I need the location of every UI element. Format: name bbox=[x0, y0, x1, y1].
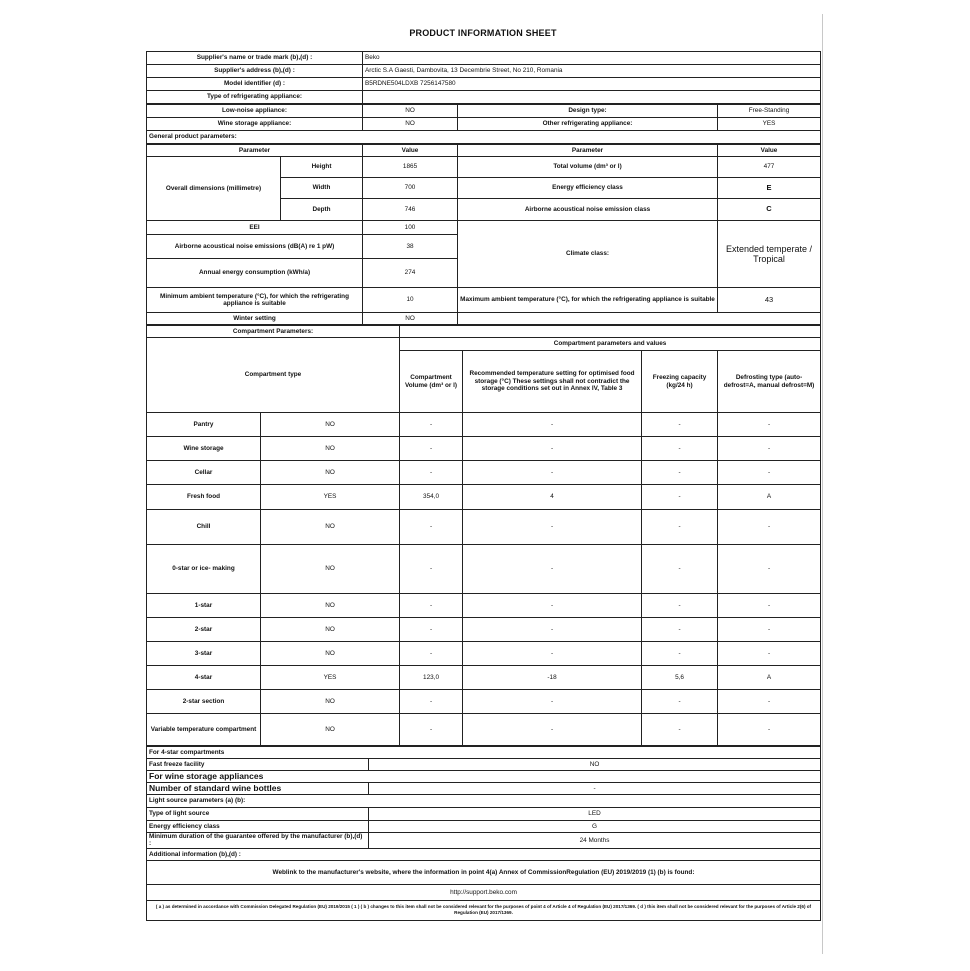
overall-dimensions-label: Overall dimensions (millimetre) bbox=[147, 157, 281, 221]
energy-class-label: Energy efficiency class bbox=[458, 178, 718, 199]
noise-class-value: C bbox=[718, 199, 821, 221]
compartment-freezing: - bbox=[642, 690, 718, 714]
compartment-defrost: - bbox=[718, 413, 821, 437]
compartment-defrost: A bbox=[718, 666, 821, 690]
model-identifier-label: Model identifier (d) : bbox=[147, 78, 363, 91]
light-class-label: Energy efficiency class bbox=[147, 821, 369, 833]
compartment-name: Chill bbox=[147, 510, 261, 545]
other-appliance-label: Other refrigerating appliance: bbox=[458, 118, 718, 131]
compartment-volume: 123,0 bbox=[400, 666, 463, 690]
compartment-row bbox=[147, 618, 821, 642]
compartment-present: NO bbox=[261, 714, 400, 746]
compartment-temperature: - bbox=[463, 437, 642, 461]
max-temperature-label: Maximum ambient temperature (°C), for which the refrigerating appliance is suitable bbox=[458, 288, 718, 313]
low-noise-label: Low-noise appliance: bbox=[147, 105, 363, 118]
winter-setting-blank bbox=[458, 313, 821, 325]
compartment-name: 2-star section bbox=[147, 690, 261, 714]
compartment-name: Cellar bbox=[147, 461, 261, 485]
wine-storage-label: Wine storage appliance: bbox=[147, 118, 363, 131]
noise-emissions-label: Airborne acoustical noise emissions (dB(A) re 1 pW) bbox=[147, 235, 363, 259]
compartment-volume: - bbox=[400, 437, 463, 461]
compartment-defrost: - bbox=[718, 437, 821, 461]
compartment-temperature: - bbox=[463, 642, 642, 666]
compartment-defrost: - bbox=[718, 510, 821, 545]
light-type-value: LED bbox=[369, 808, 821, 821]
appliance-type-value bbox=[363, 91, 821, 104]
compartment-freezing: - bbox=[642, 437, 718, 461]
supplier-table bbox=[146, 51, 821, 104]
general-parameters-table bbox=[146, 144, 821, 325]
wine-bottles-value: - bbox=[369, 783, 821, 795]
eei-value: 100 bbox=[363, 221, 458, 235]
compartment-row bbox=[147, 714, 821, 746]
compartment-present: NO bbox=[261, 594, 400, 618]
winter-setting-label: Winter setting bbox=[147, 313, 363, 325]
appliance-type-label: Type of refrigerating appliance: bbox=[147, 91, 363, 104]
design-type-value: Free-Standing bbox=[718, 105, 821, 118]
compartment-present: NO bbox=[261, 461, 400, 485]
max-temperature-value: 43 bbox=[718, 288, 821, 313]
width-label: Width bbox=[281, 178, 363, 199]
light-class-value: G bbox=[369, 821, 821, 833]
compartment-row bbox=[147, 666, 821, 690]
guarantee-label: Minimum duration of the guarantee offered by the manufacturer (b),(d) : bbox=[147, 833, 369, 849]
compartment-volume: - bbox=[400, 413, 463, 437]
compartment-defrost: - bbox=[718, 690, 821, 714]
compartment-name: Variable temperature compartment bbox=[147, 714, 261, 746]
fast-freeze-label: Fast freeze facility bbox=[147, 759, 369, 771]
compartment-present: NO bbox=[261, 642, 400, 666]
compartment-row bbox=[147, 642, 821, 666]
defrost-header: Defrosting type (auto-defrost=A, manual defrost=M) bbox=[718, 351, 821, 413]
design-type-label: Design type: bbox=[458, 105, 718, 118]
compartment-present: NO bbox=[261, 510, 400, 545]
product-information-sheet bbox=[146, 51, 820, 921]
total-volume-label: Total volume (dm³ or l) bbox=[458, 157, 718, 178]
compartment-volume: - bbox=[400, 642, 463, 666]
compartment-name: Fresh food bbox=[147, 485, 261, 510]
compartment-defrost: A bbox=[718, 485, 821, 510]
compartment-defrost: - bbox=[718, 642, 821, 666]
additional-table bbox=[146, 746, 821, 921]
compartment-row bbox=[147, 545, 821, 594]
compartment-freezing: - bbox=[642, 642, 718, 666]
total-volume-value: 477 bbox=[718, 157, 821, 178]
compartment-row bbox=[147, 510, 821, 545]
compartment-temperature: - bbox=[463, 618, 642, 642]
climate-class-label: Climate class: bbox=[458, 221, 718, 288]
compartment-table bbox=[146, 325, 821, 746]
appliance-type-table bbox=[146, 104, 821, 144]
compartment-present: NO bbox=[261, 690, 400, 714]
compartment-defrost: - bbox=[718, 594, 821, 618]
compartment-defrost: - bbox=[718, 618, 821, 642]
compartment-name: 1-star bbox=[147, 594, 261, 618]
compartment-temperature: - bbox=[463, 545, 642, 594]
compartment-name: 0-star or ice- making bbox=[147, 545, 261, 594]
compartment-row bbox=[147, 461, 821, 485]
additional-info-label: Additional information (b),(d) : bbox=[147, 848, 821, 860]
compartment-temperature: - bbox=[463, 594, 642, 618]
other-appliance-value: YES bbox=[718, 118, 821, 131]
weblink-url[interactable]: http://support.beko.com bbox=[147, 884, 821, 900]
compartment-name: 2-star bbox=[147, 618, 261, 642]
compartment-present: NO bbox=[261, 413, 400, 437]
compartment-volume: - bbox=[400, 690, 463, 714]
parameter-header: Parameter bbox=[147, 145, 363, 157]
winter-setting-value: NO bbox=[363, 313, 458, 325]
compartment-name: Pantry bbox=[147, 413, 261, 437]
annual-energy-label: Annual energy consumption (kWh/a) bbox=[147, 259, 363, 288]
compartment-volume: - bbox=[400, 618, 463, 642]
compartment-temperature: -18 bbox=[463, 666, 642, 690]
min-temperature-label: Minimum ambient temperature (°C), for which the refrigerating appliance is suitable bbox=[147, 288, 363, 313]
compartment-freezing: - bbox=[642, 510, 718, 545]
compartment-volume: - bbox=[400, 594, 463, 618]
compartment-volume: - bbox=[400, 461, 463, 485]
compartment-row bbox=[147, 485, 821, 510]
compartment-present: NO bbox=[261, 437, 400, 461]
supplier-name-label: Supplier's name or trade mark (b),(d) : bbox=[147, 52, 363, 65]
volume-header: Compartment Volume (dm³ or l) bbox=[400, 351, 463, 413]
compartment-freezing: - bbox=[642, 594, 718, 618]
compartment-volume: 354,0 bbox=[400, 485, 463, 510]
compartment-temperature: - bbox=[463, 461, 642, 485]
compartment-temperature: 4 bbox=[463, 485, 642, 510]
energy-class-value: E bbox=[718, 178, 821, 199]
compartment-freezing: 5,6 bbox=[642, 666, 718, 690]
compartment-present: YES bbox=[261, 485, 400, 510]
compartment-temperature: - bbox=[463, 714, 642, 746]
supplier-name-value: Beko bbox=[363, 52, 821, 65]
compartment-temperature: - bbox=[463, 510, 642, 545]
min-temperature-value: 10 bbox=[363, 288, 458, 313]
compartment-volume: - bbox=[400, 510, 463, 545]
wine-bottles-label: Number of standard wine bottles bbox=[147, 783, 369, 795]
compartment-row bbox=[147, 690, 821, 714]
sheet-title: PRODUCT INFORMATION SHEET bbox=[409, 28, 557, 38]
eei-label: EEI bbox=[147, 221, 363, 235]
guarantee-value: 24 Months bbox=[369, 833, 821, 849]
depth-label: Depth bbox=[281, 199, 363, 221]
freezing-header: Freezing capacity (kg/24 h) bbox=[642, 351, 718, 413]
compartment-freezing: - bbox=[642, 714, 718, 746]
width-value: 700 bbox=[363, 178, 458, 199]
compartment-defrost: - bbox=[718, 461, 821, 485]
compartment-present: NO bbox=[261, 618, 400, 642]
climate-class-value: Extended temperate / Tropical bbox=[718, 221, 821, 288]
compartment-defrost: - bbox=[718, 714, 821, 746]
light-source-heading: Light source parameters (a) (b): bbox=[147, 795, 821, 808]
compartment-present: NO bbox=[261, 545, 400, 594]
footnote: ( a ) as determined in accordance with Commission Delegated Regulation (EU) 2019/2015 ( 1 ) ( b ) changes to this item shall not be considered relevant for the purposes of point 4 of Article 4 of Regulation (EU) 2017/1369. ( d ) this item shall not be considered relevant for the purposes of Article 2(6) of Regulation (EU) 2017/1369. bbox=[147, 900, 821, 920]
parameter-header-right: Parameter bbox=[458, 145, 718, 157]
fast-freeze-value: NO bbox=[369, 759, 821, 771]
value-header: Value bbox=[363, 145, 458, 157]
supplier-address-label: Supplier's address (b),(d) : bbox=[147, 65, 363, 78]
compartment-row bbox=[147, 594, 821, 618]
compartment-volume: - bbox=[400, 714, 463, 746]
supplier-address-value: Arctic S.A Gaesti, Dambovita, 13 Decembrie Street, No 210, Romania bbox=[363, 65, 821, 78]
compartment-defrost: - bbox=[718, 545, 821, 594]
compartment-temperature: - bbox=[463, 413, 642, 437]
low-noise-value: NO bbox=[363, 105, 458, 118]
noise-class-label: Airborne acoustical noise emission class bbox=[458, 199, 718, 221]
compartment-freezing: - bbox=[642, 545, 718, 594]
height-value: 1865 bbox=[363, 157, 458, 178]
compartment-type-header: Compartment type bbox=[147, 338, 400, 413]
compartment-values-header: Compartment parameters and values bbox=[400, 338, 821, 351]
wine-storage-heading: For wine storage appliances bbox=[147, 771, 821, 783]
compartment-row bbox=[147, 437, 821, 461]
value-header-right: Value bbox=[718, 145, 821, 157]
general-parameters-heading: General product parameters: bbox=[147, 131, 821, 144]
compartment-freezing: - bbox=[642, 618, 718, 642]
depth-value: 746 bbox=[363, 199, 458, 221]
annual-energy-value: 274 bbox=[363, 259, 458, 288]
wine-storage-value: NO bbox=[363, 118, 458, 131]
compartment-temperature: - bbox=[463, 690, 642, 714]
four-star-heading: For 4-star compartments bbox=[147, 747, 821, 759]
compartment-freezing: - bbox=[642, 461, 718, 485]
compartment-present: YES bbox=[261, 666, 400, 690]
compartment-name: 4-star bbox=[147, 666, 261, 690]
model-identifier-value: B5RDNE504LDXB 7256147580 bbox=[363, 78, 821, 91]
height-label: Height bbox=[281, 157, 363, 178]
compartment-name: Wine storage bbox=[147, 437, 261, 461]
compartment-freezing: - bbox=[642, 413, 718, 437]
temperature-header: Recommended temperature setting for optimised food storage (°C) These settings shall not contradict the storage conditions set out in Annex IV, Table 3 bbox=[463, 351, 642, 413]
compartment-parameters-heading: Compartment Parameters: bbox=[147, 326, 400, 338]
compartment-rows bbox=[147, 413, 821, 746]
compartment-freezing: - bbox=[642, 485, 718, 510]
page-edge-line bbox=[822, 14, 823, 954]
noise-emissions-value: 38 bbox=[363, 235, 458, 259]
compartment-volume: - bbox=[400, 545, 463, 594]
compartment-row bbox=[147, 413, 821, 437]
compartment-heading-blank bbox=[400, 326, 821, 338]
compartment-name: 3-star bbox=[147, 642, 261, 666]
light-type-label: Type of light source bbox=[147, 808, 369, 821]
weblink-label: Weblink to the manufacturer's website, where the information in point 4(a) Annex of CommissionRegulation (EU) 2019/2019 (1) (b) is found: bbox=[147, 860, 821, 884]
